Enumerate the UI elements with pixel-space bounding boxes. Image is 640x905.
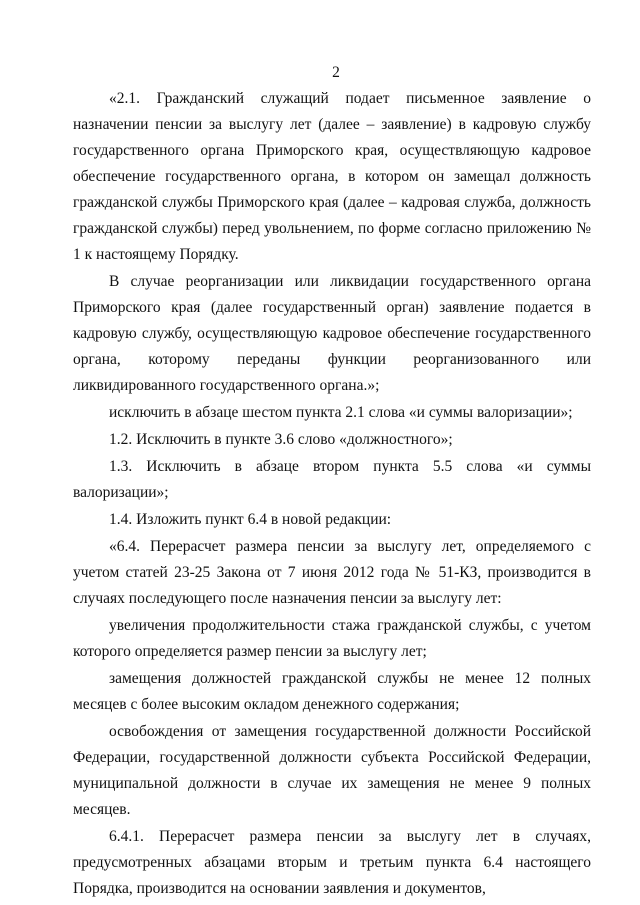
- paragraph-release-from-office: освобождения от замещения государственной должности Российской Федерации, государственной должности субъекта Российской Федерации, муниципальной должности в случае их замещения не менее 9 полных месяцев.: [73, 723, 591, 818]
- paragraph-1-3: 1.3. Исключить в абзаце втором пункта 5.5 слова «и суммы валоризации»;: [73, 458, 591, 501]
- paragraph-2-1: «2.1. Гражданский служащий подает письменное заявление о назначении пенсии за выслугу лет (далее – заявление) в кадровую службу государственного органа Приморского края, осуществляющую кадровое обеспечение государственного органа, в котором он замещал должность гражданской службы Приморского края (далее – кадровая служба, должность гражданской службы) перед увольнением, по форме согласно приложению № 1 к настоящему Порядку.: [73, 90, 591, 263]
- page-number: 2: [332, 64, 340, 81]
- paragraph-6-4-1: 6.4.1. Перерасчет размера пенсии за выслугу лет в случаях, предусмотренных абзацами вторым и третьим пункта 6.4 настоящего Порядка, производится на основании заявления и документов,: [73, 828, 591, 897]
- document-page: [73, 62, 591, 902]
- paragraph-service-length: увеличения продолжительности стажа гражданской службы, с учетом которого определяется размер пенсии за выслугу лет;: [73, 617, 591, 660]
- paragraph-higher-salary: замещения должностей гражданской службы не менее 12 полных месяцев с более высоким окладом денежного содержания;: [73, 670, 591, 713]
- paragraph-1-2: 1.2. Исключить в пункте 3.6 слово «должностного»;: [109, 431, 453, 448]
- paragraph-reorganization: В случае реорганизации или ликвидации государственного органа Приморского края (далее государственный орган) заявление подается в кадровую службу, осуществляющую кадровое обеспечение государственного органа, которому переданы функции реорганизованного или ликвидированного государственного органа.»;: [73, 273, 591, 394]
- paragraph-exclude-valorization: исключить в абзаце шестом пункта 2.1 слова «и суммы валоризации»;: [109, 404, 573, 421]
- paragraph-6-4: «6.4. Перерасчет размера пенсии за выслугу лет, определяемого с учетом статей 23-25 Закона от 7 июня 2012 года № 51-КЗ, производится в случаях последующего после назначения пенсии за выслугу лет:: [73, 538, 591, 607]
- paragraph-1-4: 1.4. Изложить пункт 6.4 в новой редакции:: [109, 511, 392, 528]
